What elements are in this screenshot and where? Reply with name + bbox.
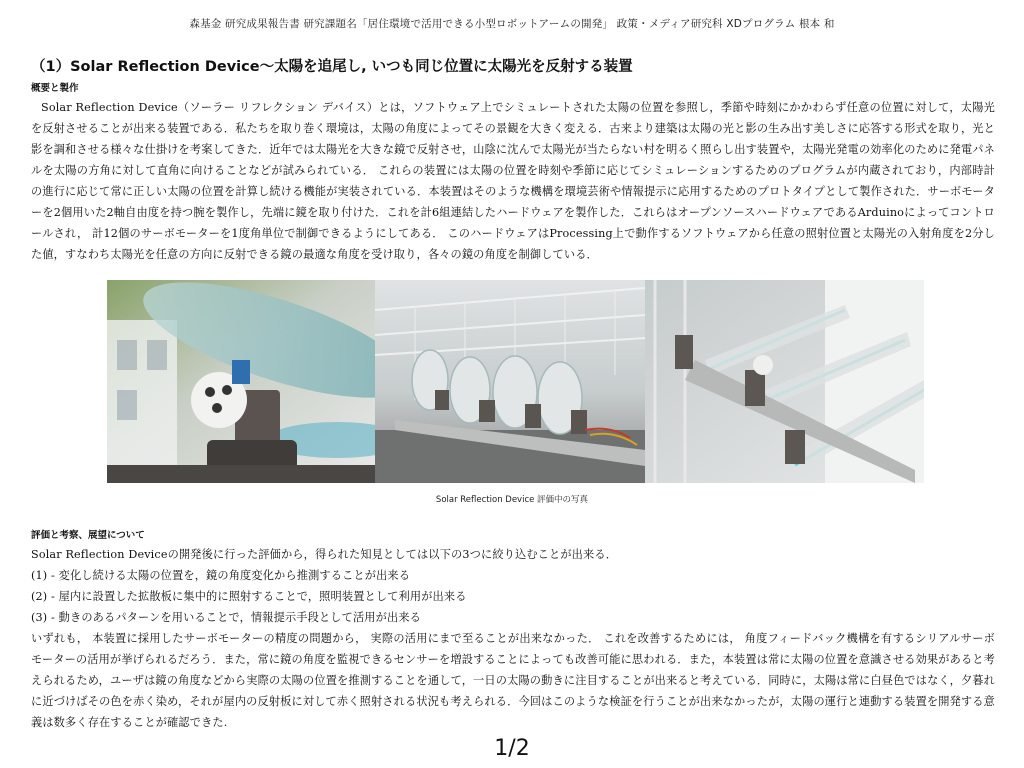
evaluation-section [31,544,995,733]
overview-paragraph: Solar Reflection Device（ソーラー リフレクション デバイス）とは，ソフトウェア上でシミュレートされた太陽の位置を参照し，季節や時刻にかかわらず任意の位置に対して，太陽光を反射させることが出来る装置である．私たちを取り巻く環境は，太陽の角度によってその景観を大きく変える．古来より建築は太陽の光と影の生み出す美しさに応答する形式を取り，光と影を調和させる様々な仕掛けを考案してきた．近年では太陽光を大きな鏡で反射させ，山陰に沈んで太陽光が当たらない村を明るく照らし出す装置や，太陽光発電の効率化のために発電パネルを太陽の方角に対して直角に向けることなどが試みられている． これらの装置には太陽の位置を時刻や季節に応じてシミュレーションするためのプログラムが内蔵されており，内部時計の進行に応じて常に正しい太陽の位置を計算し続ける機能が実装されている．本装置はそのような機構を環境芸術や情報提示に応用するためのプロトタイプとして製作された．サーボモーターを2個用いた2軸自由度を持つ腕を製作し，先端に鏡を取り付けた．これを計6組連結したハードウェアを製作した．これらはオープンソースハードウェアであるArduinoによってコントロールされ， 計12個のサーボモーターを1度角単位で制御できるようにしてある． このハードウェアはProcessing上で動作するソフトウェアから任意の照射位置と太陽光の入射角度を2分した値，すなわち太陽光を任意の方向に反射できる鏡の最適な角度を受け取り，各々の鏡の角度を制御している． [31,101,995,261]
figure-caption: Solar Reflection Device 評価中の写真 [435,495,589,505]
photo-mirror-row [375,280,645,483]
finding-2: (2) - 屋内に設置した拡散板に集中的に照射することで，照明装置として利用が出来る [31,590,467,603]
section-title: （1）Solar Reflection Device〜太陽を追尾し, いつも同じ位置に太陽光を反射する装置 [31,59,633,75]
evaluation-heading: 評価と考察、展望について [31,530,145,541]
finding-3: (3) - 動きのあるパターンを用いることで，情報提示手段として活用が出来る [31,611,421,624]
page-header: 森基金 研究成果報告書 研究課題名「居住環境で活用できる小型ロボットアームの開発」 政策・メディア研究科 XDプログラム 根本 和 [189,18,835,30]
overview-heading: 概要と製作 [31,83,79,94]
photo-mirror-angles [645,280,924,483]
evaluation-discussion: いずれも， 本装置に採用したサーボモーターの精度の問題から， 実際の活用にまで至ることが出来なかった． これを改善するためには， 角度フィードバック機構を有するシリアルサーボモーターの活用が挙げられるだろう．また，常に鏡の角度を監視できるセンサーを増設することによっても改善可能に思われる．また，本装置は常に太陽の位置を意識させる効果があると考えられるため，ユーザは鏡の角度などから実際の太陽の位置を推測することを通して，一日の太陽の動きに注目することが出来ると考えている．同時に，太陽は常に白昼色ではなく，夕暮れに近づけばその色を赤く染め，それが屋内の反射板に対して赤く照射される状況も考えられる．今回はこのような検証を行うことが出来なかったが，太陽の運行と連動する装置を開発する意義は数多く存在することが確認できた. [31,632,995,729]
page-number: 1/2 [494,736,530,761]
finding-1: (1) - 変化し続ける太陽の位置を，鏡の角度変化から推測することが出来る [31,569,411,582]
photo-mirror-closeup [107,280,375,483]
evaluation-intro: Solar Reflection Deviceの開発後に行った評価から，得られた知見としては以下の3つに絞り込むことが出来る． [31,548,618,561]
photo-strip [107,280,924,483]
